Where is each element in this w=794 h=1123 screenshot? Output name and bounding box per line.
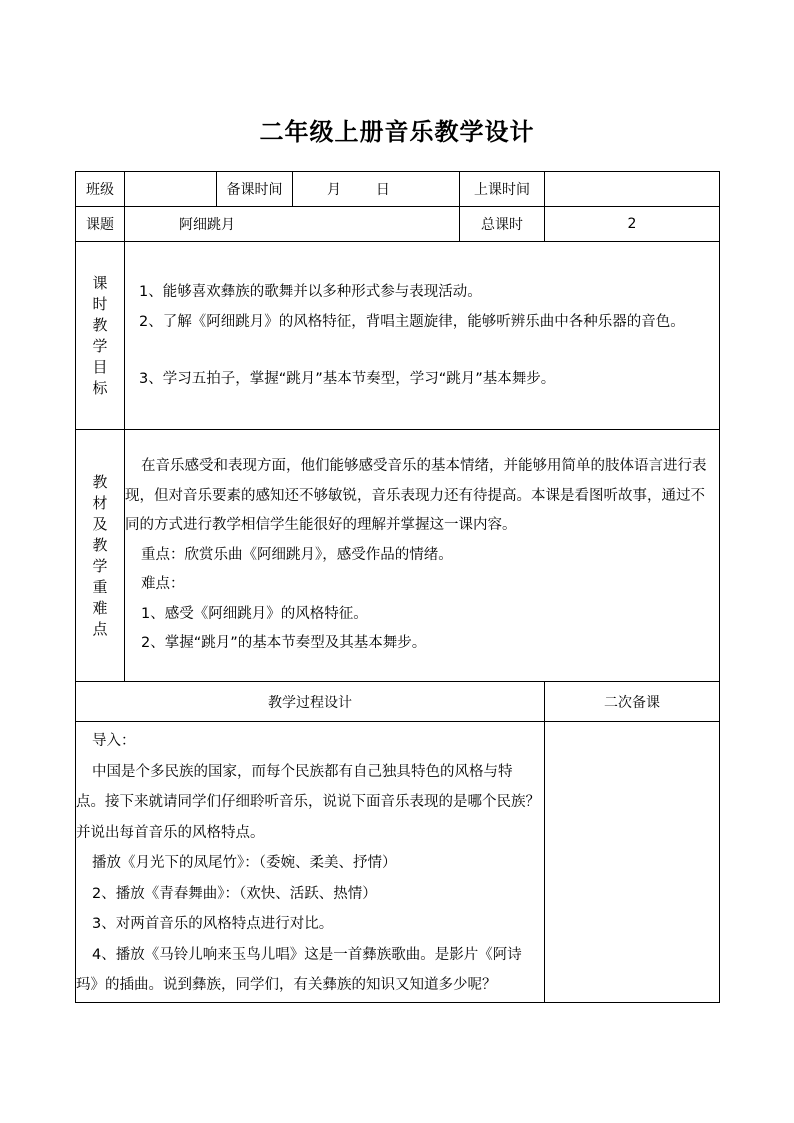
process-intro: 导入：: [92, 733, 136, 749]
class-time-value-cell[interactable]: [545, 172, 720, 207]
objective-item: 3、学习五拍子，掌握“跳月”基本节奏型，学习“跳月”基本舞步。: [139, 371, 556, 387]
prep-time-month: 月: [327, 182, 341, 198]
topic-label: 课题: [76, 207, 125, 242]
materials-paragraph: 在音乐感受和表现方面，他们能够感受音乐的基本情绪，并能够用简单的肢体语言进行表现，但对音乐要素的感知还不够敏锐，音乐表现力还有待提高。本课是看图听故事，通过不同的方式进行教学相信学生能很好的理解并掌握这一课内容。: [125, 458, 707, 534]
objectives-row: [76, 242, 720, 430]
class-value-cell[interactable]: [125, 172, 217, 207]
process-row: [76, 722, 720, 1003]
process-header-row: [76, 682, 720, 722]
objective-item: 2、了解《阿细跳月》的风格特征，背唱主题旋律，能够听辨乐曲中各种乐器的音色。: [139, 314, 685, 330]
topic-value[interactable]: 阿细跳月: [125, 207, 460, 242]
second-prep-header: 二次备课: [545, 682, 720, 722]
process-content[interactable]: [76, 722, 545, 1003]
process-header: 教学过程设计: [76, 682, 545, 722]
prep-time-day: 日: [375, 182, 390, 198]
process-paragraph: 中国是个多民族的国家，而每个民族都有自己独具特色的风格与特点。接下来就请同学们仔细聆听音乐，说说下面音乐表现的是哪个民族？并说出每首音乐的风格特点。: [76, 763, 540, 841]
objectives-content[interactable]: [125, 242, 720, 430]
prep-time-label: 备课时间: [217, 172, 293, 207]
key-point: 重点：欣赏乐曲《阿细跳月》，感受作品的情绪。: [141, 546, 453, 563]
materials-label: 教 材 及 教 学 重 难 点: [76, 430, 125, 682]
materials-content[interactable]: [125, 430, 720, 682]
class-time-label: 上课时间: [460, 172, 545, 207]
objectives-label: 课 时 教 学 目 标: [76, 242, 125, 430]
prep-time-value-cell[interactable]: [293, 172, 460, 207]
page-title: 二年级上册音乐教学设计: [259, 118, 535, 146]
difficulty-item: 2、掌握“跳月”的基本节奏型及其基本舞步。: [141, 635, 427, 652]
second-prep-cell[interactable]: [545, 722, 720, 1003]
difficulty-item: 1、感受《阿细跳月》的风格特征。: [141, 605, 368, 622]
header-row: [76, 172, 720, 207]
materials-row: [76, 430, 720, 682]
topic-row: [76, 207, 720, 242]
process-step: 播放《月光下的凤尾竹》：（委婉、柔美、抒情）: [92, 855, 397, 871]
lesson-plan-table: [75, 171, 720, 1003]
objective-item: 1、能够喜欢彝族的歌舞并以多种形式参与表现活动。: [139, 284, 482, 300]
difficulty-label: 难点：: [141, 576, 185, 593]
total-hours-label: 总课时: [460, 207, 545, 242]
process-last-paragraph: 4、播放《马铃儿响来玉鸟儿唱》这是一首彝族歌曲。是影片《阿诗玛》的插曲。说到彝族，同学们，有关彝族的知识又知道多少呢？: [76, 946, 522, 993]
class-label: 班级: [76, 172, 125, 207]
total-hours-value[interactable]: 2: [545, 207, 720, 242]
process-step: 2、播放《青春舞曲》：（欢快、活跃、热情）: [92, 885, 377, 902]
process-step: 3、对两首音乐的风格特点进行对比。: [92, 916, 334, 932]
